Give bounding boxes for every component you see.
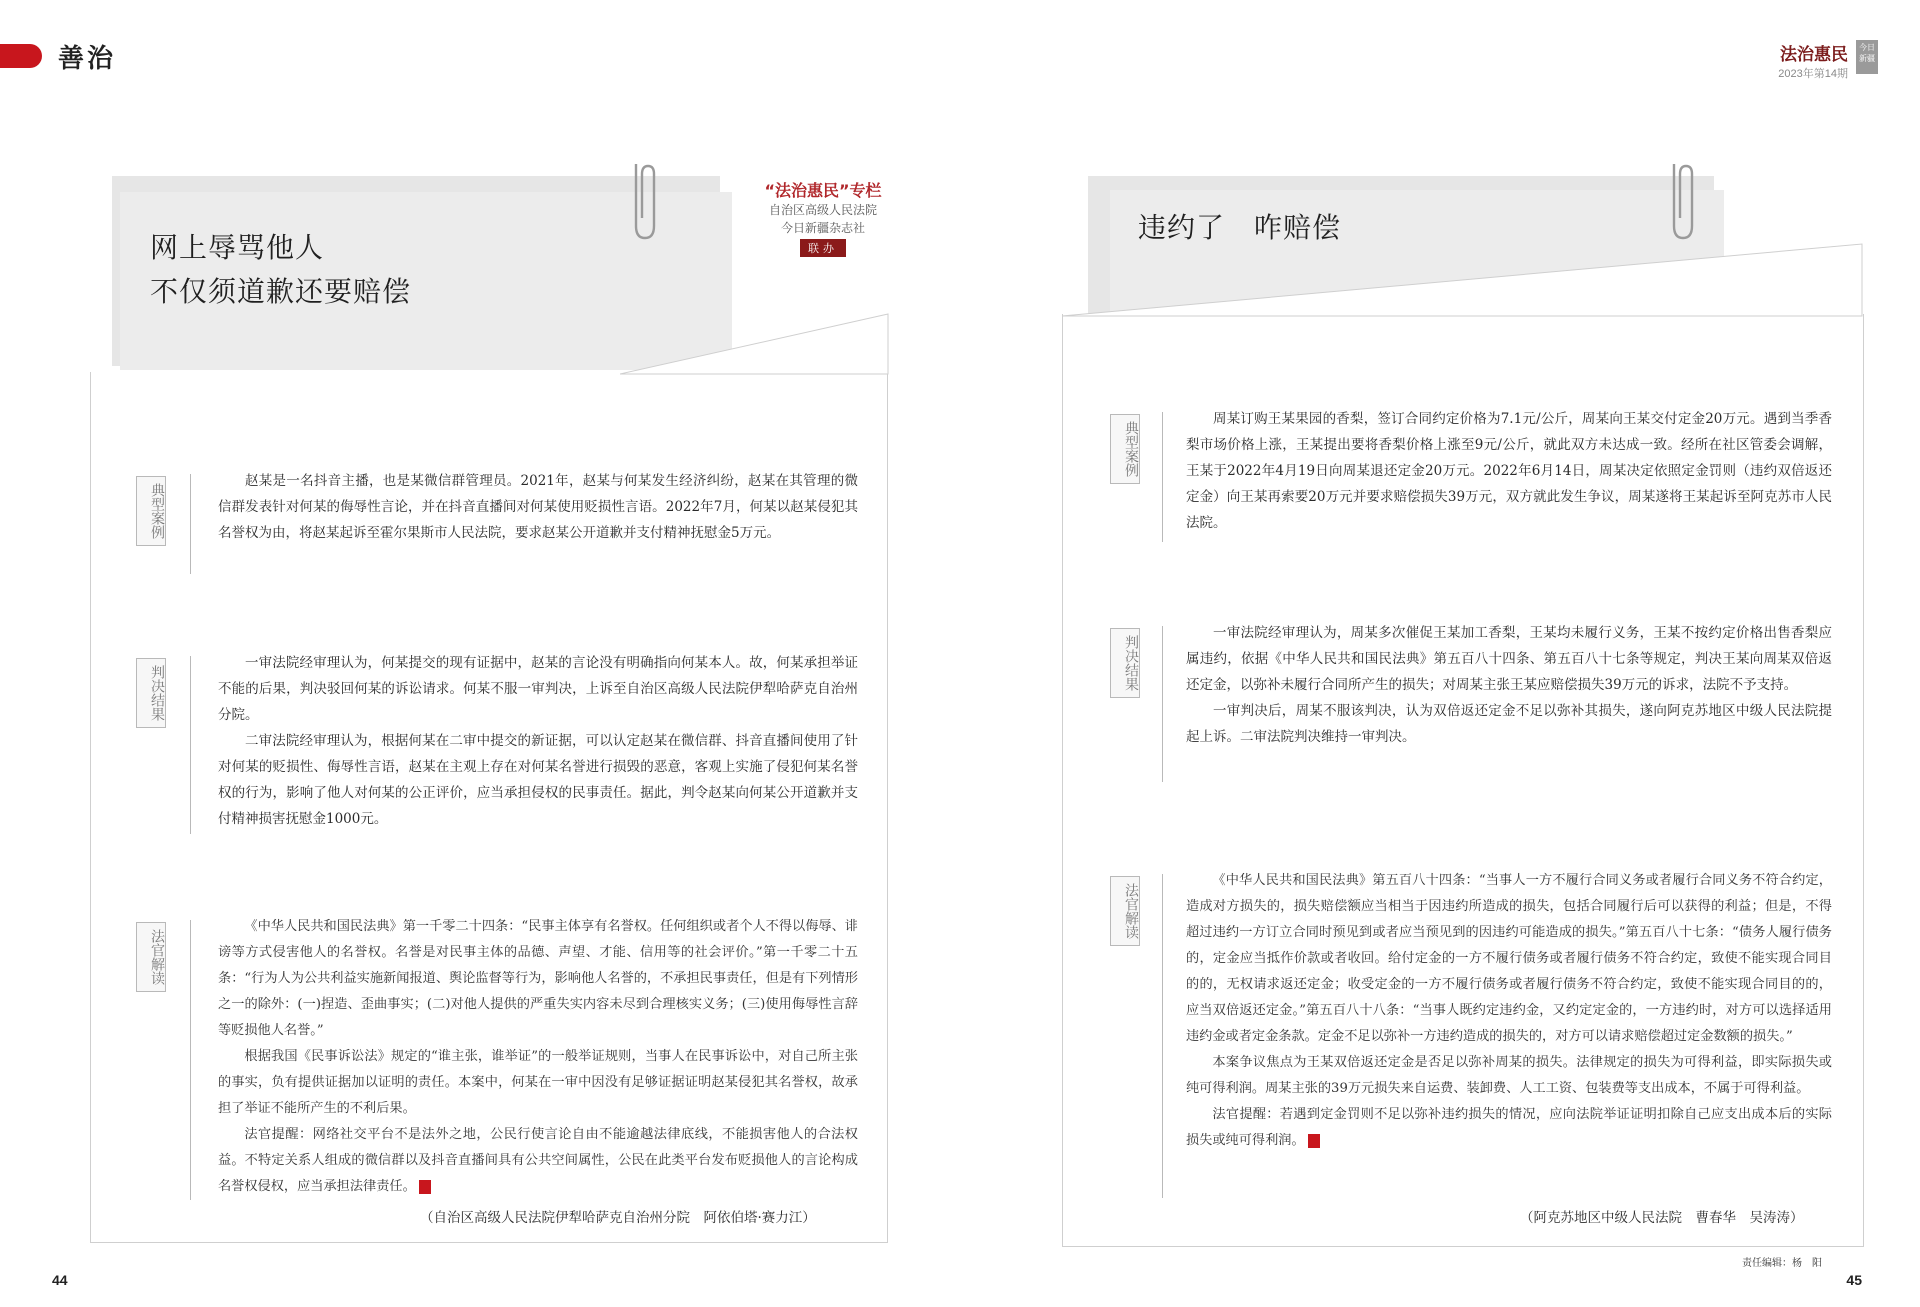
left-section-judge <box>218 914 858 1200</box>
left-article-title <box>150 226 411 314</box>
right-label-case: 典型案例 <box>1110 414 1140 484</box>
paragraph-text: 法官提醒：若遇到定金罚则不足以弥补违约损失的情况，应向法院举证证明扣除自己应支出成本后的实际损失或纯可得利润。 <box>1186 1107 1832 1148</box>
issue-number: 2023年第14期 <box>1778 68 1848 80</box>
left-rule-judge <box>190 920 191 1200</box>
paragraph: 二审法院经审理认为，根据何某在二审中提交的新证据，可以认定赵某在微信群、抖音直播间使用了针对何某的贬损性、侮辱性言语，赵某在主观上存在对何某名誉进行损毁的恶意，客观上实施了侵犯何某名誉权的行为，影响了他人对何某的公正评价，应当承担侵权的民事责任。据此，判令赵某向何某公开道歉并支付精神损害抚慰金1000元。 <box>218 733 858 827</box>
section-tab-marker <box>0 44 42 68</box>
paragraph: 赵某是一名抖音主播，也是某微信群管理员。2021年，赵某与何某发生经济纠纷，赵某在其管理的微信群发表针对何某的侮辱性言论，并在抖音直播间对何某使用贬损性言语。2022年7月，何某以赵某侵犯其名誉权为由，将赵某起诉至霍尔果斯市人民法院，要求赵某公开道歉并支付精神抚慰金5万元。 <box>218 473 858 541</box>
left-rule-verdict <box>190 656 191 834</box>
paragraph: 一审法院经审理认为，何某提交的现有证据中，赵某的言论没有明确指向何某本人。故，何某承担举证不能的后果，判决驳回何某的诉讼请求。何某不服一审判决，上诉至自治区高级人民法院伊犁哈萨克自治州分院。 <box>218 655 858 723</box>
right-rule-case <box>1162 412 1163 542</box>
right-byline: （阿克苏地区中级人民法院 曹春华 吴涛涛） <box>1520 1210 1804 1226</box>
paragraph: 《中华人民共和国民法典》第一千零二十四条：“民事主体享有名誉权。任何组织或者个人不得以侮辱、诽谤等方式侵害他人的名誉权。名誉是对民事主体的品德、声望、才能、信用等的社会评价。”第一千零二十五条：“行为人为公共利益实施新闻报道、舆论监督等行为，影响他人名誉的，不承担民事责任，但是有下列情形之一的除外：(一)捏造、歪曲事实；(二)对他人提供的严重失实内容未尽到合理核实义务；(三)使用侮辱性言辞等贬损他人名誉。” <box>218 919 858 1038</box>
left-rule-case <box>190 474 191 574</box>
paragraph: 一审法院经审理认为，周某多次催促王某加工香梨，王某均未履行义务，王某不按约定价格出售香梨应属违约，依据《中华人民共和国民法典》第五百八十四条、第五百八十七条等规定，判决王某向周某双倍返还定金，以弥补未履行合同所产生的损失；对周某主张王某应赔偿损失39万元的诉求，法院不予支持。 <box>1186 625 1832 693</box>
column-note-line-1: 自治区高级人民法院 <box>768 203 877 217</box>
column-note-badge: 联办 <box>800 239 846 257</box>
left-section-case <box>218 468 858 546</box>
end-mark-icon <box>1308 1134 1320 1148</box>
magazine-header <box>1778 40 1848 81</box>
right-paper-fold <box>1058 242 1868 318</box>
left-section-verdict <box>218 650 858 832</box>
column-note-title: “法治惠民”专栏 <box>764 181 882 200</box>
paragraph: 周某订购王某果园的香梨，签订合同约定价格为7.1元/公斤，周某向王某交付定金20万元。遇到当季香梨市场价格上涨，王某提出要将香梨价格上涨至9元/公斤，就此双方未达成一致。经所在社区管委会调解，王某于2022年4月19日向周某退还定金20万元。2022年6月14日，周某决定依照定金罚则（违约双倍返还定金）向王某再索要20万元并要求赔偿损失39万元，双方就此发生争议，周某遂将王某起诉至阿克苏市人民法院。 <box>1186 411 1832 531</box>
end-mark-icon <box>419 1180 431 1194</box>
left-label-verdict: 判决结果 <box>136 658 166 728</box>
paragraph: 本案争议焦点为王某双倍返还定金是否足以弥补周某的损失。法律规定的损失为可得利益，即实际损失或纯可得利润。周某主张的39万元损失来自运费、装卸费、人工工资、包装费等支出成本，不属于可得利益。 <box>1186 1055 1832 1096</box>
paragraph: 根据我国《民事诉讼法》规定的“谁主张，谁举证”的一般举证规则，当事人在民事诉讼中，对自己所主张的事实，负有提供证据加以证明的责任。本案中，何某在一审中因没有足够证据证明赵某侵犯其名誉权，故承担了举证不能所产生的不利后果。 <box>218 1049 858 1116</box>
right-rule-verdict <box>1162 626 1163 782</box>
paragraph <box>218 1122 858 1200</box>
paragraph <box>1186 1102 1832 1154</box>
right-section-judge <box>1186 868 1832 1154</box>
left-title-line-2: 不仅须道歉还要赔偿 <box>150 275 412 308</box>
right-section-case <box>1186 406 1832 536</box>
right-paperclip-icon <box>1664 160 1698 244</box>
page-number-right: 45 <box>1846 1272 1862 1288</box>
magazine-name: 法治惠民 <box>1780 45 1848 64</box>
left-label-case: 典型案例 <box>136 476 166 546</box>
right-article-title: 违约了 咋赔偿 <box>1138 211 1342 244</box>
section-title: 善治 <box>58 44 117 74</box>
editor-credit: 责任编辑：杨 阳 <box>1742 1258 1822 1269</box>
paragraph: 《中华人民共和国民法典》第五百八十四条：“当事人一方不履行合同义务或者履行合同义务不符合约定，造成对方损失的，损失赔偿额应当相当于因违约所造成的损失，包括合同履行后可以获得的利益；但是，不得超过违约一方订立合同时预见到或者应当预见到的因违约可能造成的损失。”第五百八十七条：“债务人履行债务的，定金应当抵作价款或者收回。给付定金的一方不履行债务或者履行债务不符合约定，致使不能实现合同目的的，无权请求返还定金；收受定金的一方不履行债务或者履行债务不符合约定，致使不能实现合同目的的，应当双倍返还定金。”第五百八十八条：“当事人既约定违约金，又约定定金的，一方违约时，对方可以选择适用违约金或者定金条款。定金不足以弥补一方违约造成的损失的，对方可以请求赔偿超过定金数额的损失。” <box>1186 873 1832 1044</box>
right-section-verdict <box>1186 620 1832 750</box>
page-number-left: 44 <box>52 1272 68 1288</box>
left-title-line-1: 网上辱骂他人 <box>150 231 325 264</box>
left-label-judge: 法官解读 <box>136 922 166 992</box>
left-paper-fold <box>620 312 892 376</box>
left-paperclip-icon <box>626 160 660 244</box>
magazine-logo: 今日新疆 <box>1856 40 1878 74</box>
right-label-verdict: 判决结果 <box>1110 628 1140 698</box>
column-note-line-2: 今日新疆杂志社 <box>780 221 865 235</box>
paragraph: 一审判决后，周某不服该判决，认为双倍返还定金不足以弥补其损失，遂向阿克苏地区中级人民法院提起上诉。二审法院判决维持一审判决。 <box>1186 703 1832 745</box>
left-byline: （自治区高级人民法院伊犁哈萨克自治州分院 阿依伯塔·赛力江） <box>420 1210 816 1226</box>
paragraph-text: 法官提醒：网络社交平台不是法外之地，公民行使言论自由不能逾越法律底线，不能损害他人的合法权益。不特定关系人组成的微信群以及抖音直播间具有公共空间属性，公民在此类平台发布贬损他人的言论构成名誉权侵权，应当承担法律责任。 <box>218 1127 858 1194</box>
right-rule-judge <box>1162 874 1163 1198</box>
right-label-judge: 法官解读 <box>1110 876 1140 946</box>
column-note <box>744 178 902 257</box>
